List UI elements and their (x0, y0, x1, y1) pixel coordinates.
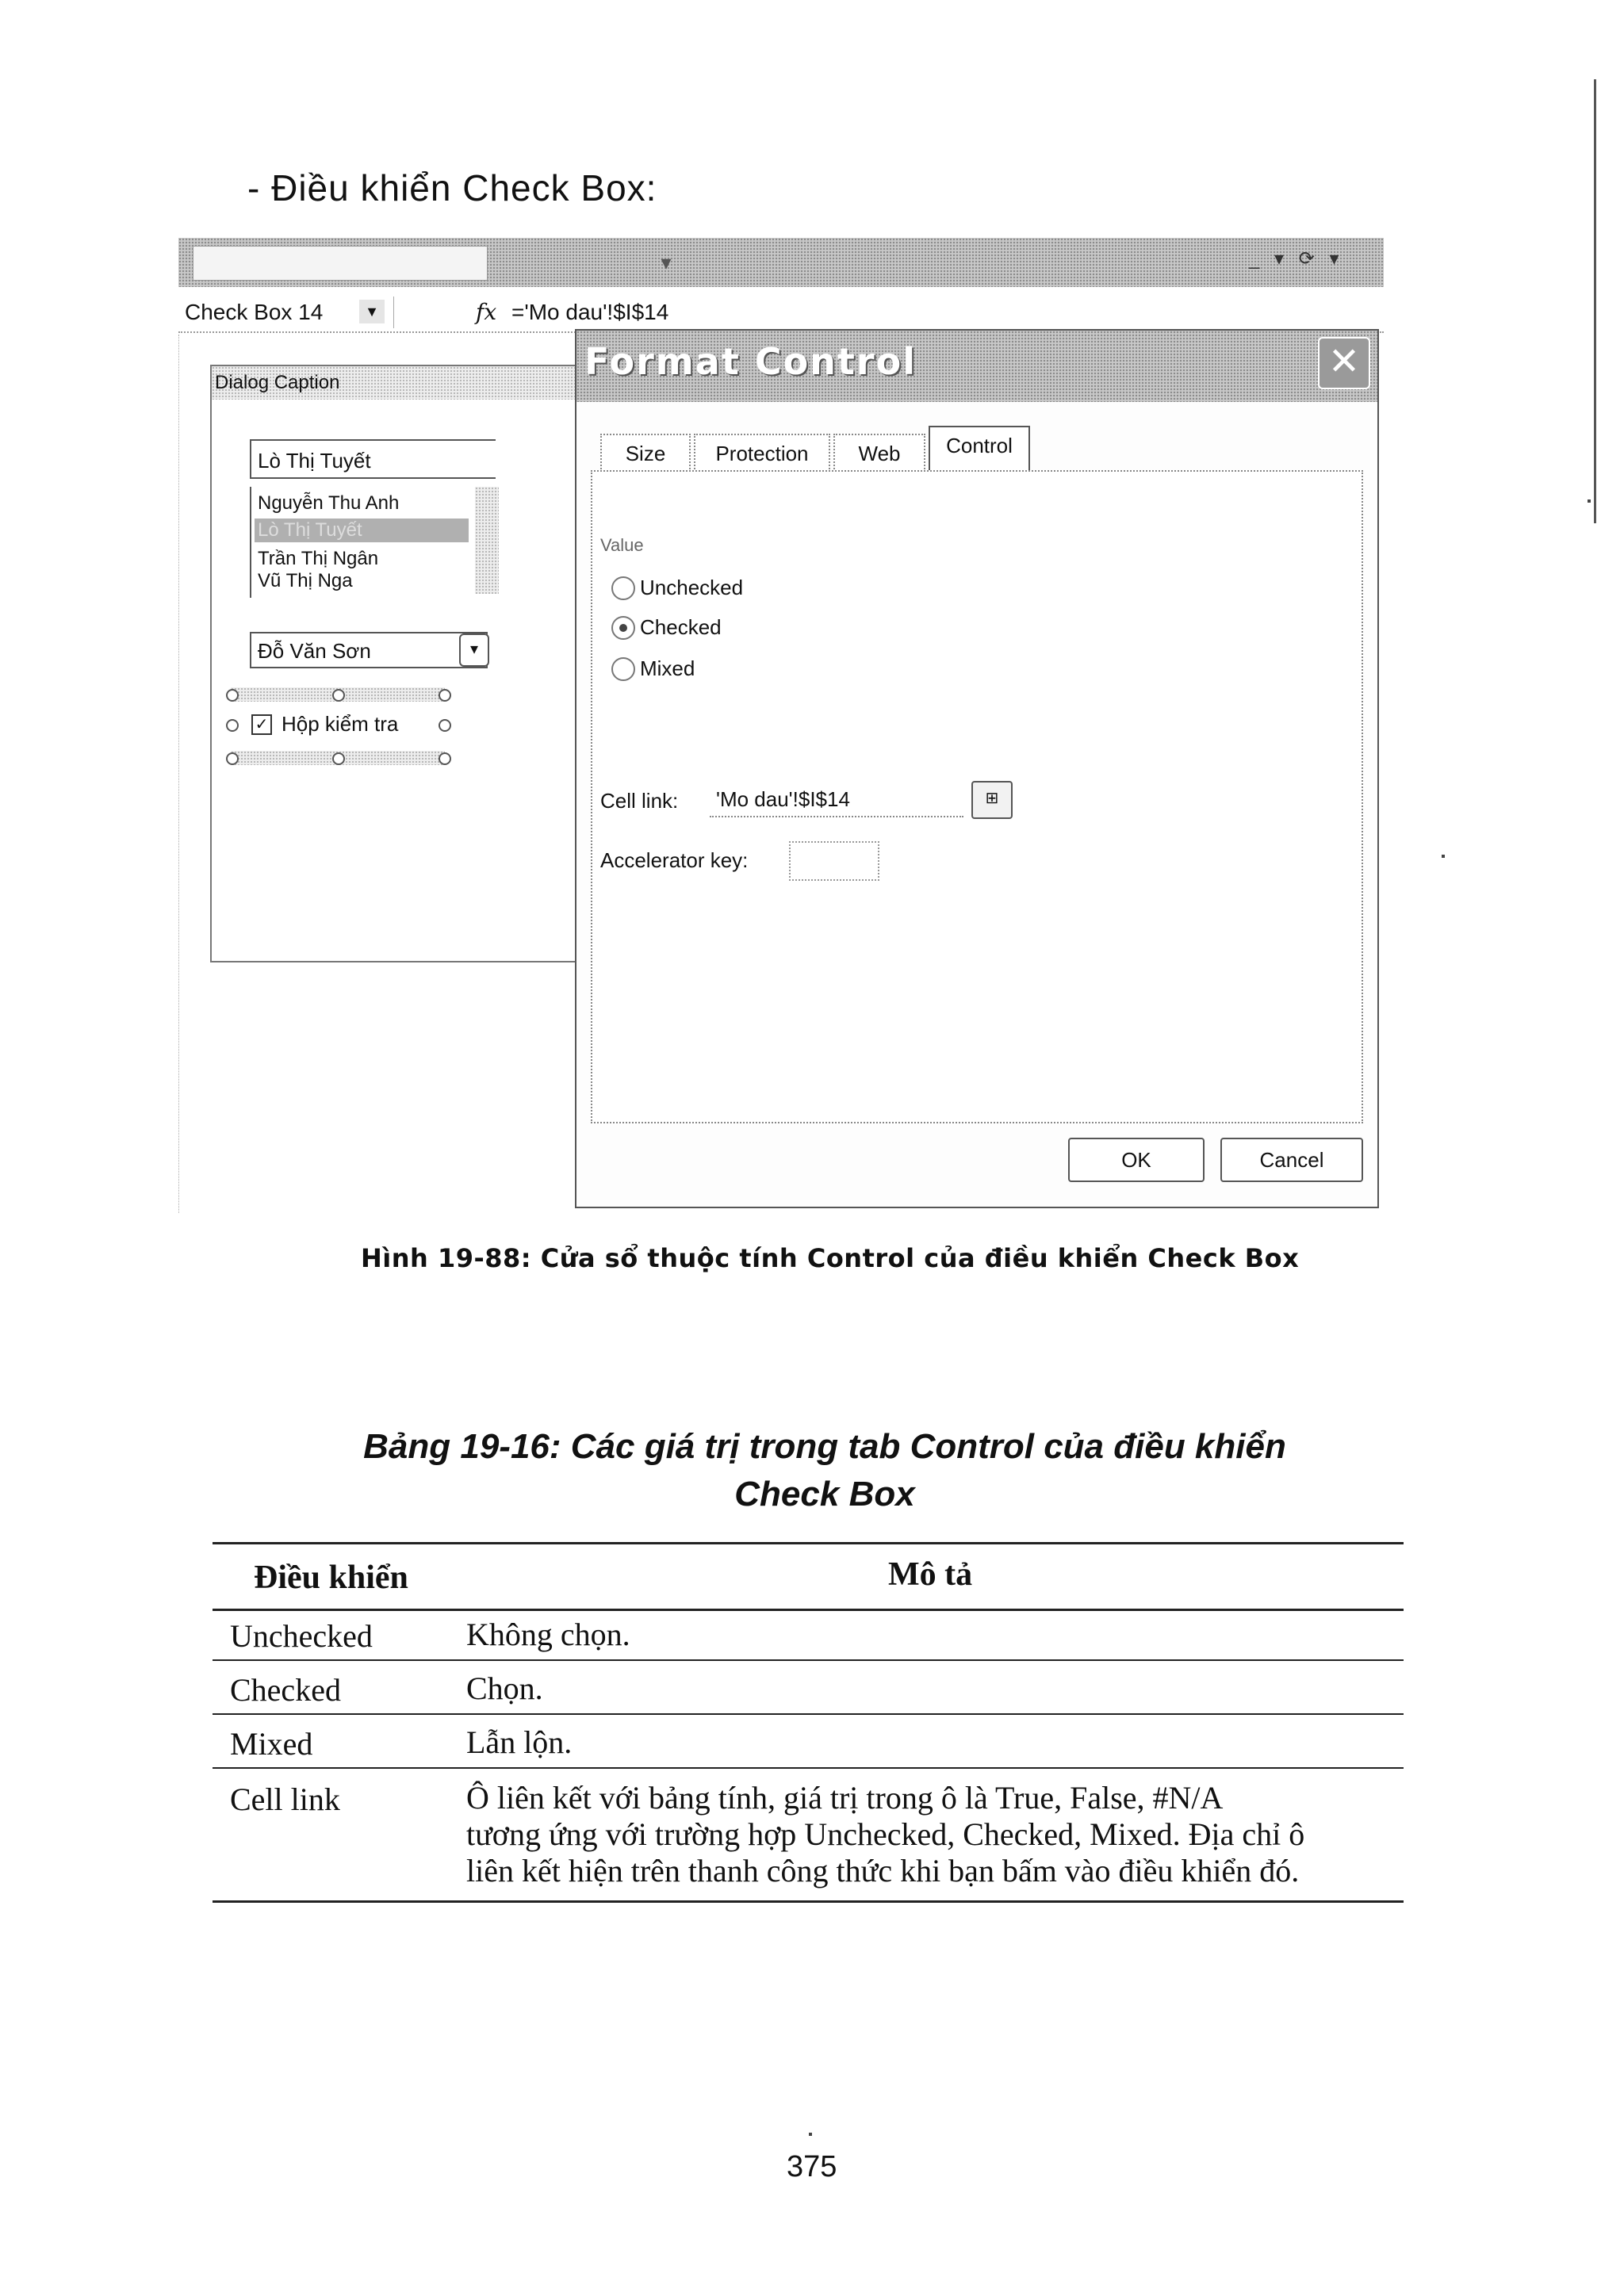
table-cell-control: Checked (230, 1672, 341, 1708)
resize-handle-icon[interactable] (332, 752, 345, 765)
value-group-label: Value (600, 535, 644, 555)
table-rule (213, 1900, 1404, 1903)
resize-handle-icon[interactable] (226, 752, 239, 765)
resize-handle-icon[interactable] (332, 689, 345, 702)
listbox-control[interactable] (250, 487, 499, 598)
table-title (238, 1423, 1411, 1518)
chevron-down-icon[interactable]: ▾ (661, 251, 672, 274)
table-title-line: Check Box (734, 1475, 915, 1513)
formula-bar (178, 293, 1384, 333)
accelerator-key-input[interactable] (789, 841, 879, 881)
function-icon[interactable]: fx (476, 299, 497, 325)
table-cell-desc: Ô liên kết với bảng tính, giá trị trong ô là True, False, #N/A (466, 1780, 1224, 1816)
tab-control[interactable]: Control (929, 426, 1030, 472)
list-scrollbar[interactable] (475, 487, 499, 594)
close-icon[interactable]: ✕ (1318, 337, 1370, 389)
chevron-down-icon[interactable]: ▾ (459, 633, 489, 667)
radio-selected-icon[interactable] (611, 616, 635, 640)
figure-screenshot (178, 238, 1384, 1213)
table-rule (213, 1713, 1404, 1715)
radio-label: Checked (640, 615, 722, 639)
table-cell-desc: tương ứng với trường hợp Unchecked, Checked, Mixed. Địa chỉ ô (466, 1816, 1305, 1852)
table-cell-desc: liên kết hiện trên thanh công thức khi bạn bấm vào điều khiển đó. (466, 1853, 1300, 1888)
cell-link-input[interactable]: 'Mo dau'!$I$14 (710, 781, 963, 817)
table-cell-desc: Không chọn. (466, 1617, 630, 1652)
table-header: Điều khiển (254, 1559, 408, 1596)
form-caption: Dialog Caption (212, 366, 624, 400)
table-cell-control: Mixed (230, 1726, 313, 1762)
radio-icon[interactable] (611, 657, 635, 681)
cell-link-label: Cell link: (600, 789, 679, 813)
excel-toolbar (178, 238, 1384, 287)
list-item[interactable]: Vũ Thị Nga (258, 570, 353, 591)
page-number: 375 (787, 2150, 837, 2183)
table-rule (213, 1659, 1404, 1661)
table-cell-control: Cell link (230, 1781, 340, 1817)
radio-label: Unchecked (640, 576, 744, 599)
format-control-dialog (575, 329, 1379, 1208)
dialog-titlebar (576, 331, 1377, 402)
toolbar-options-icon[interactable]: _ ▾ ⟳ ▾ (1249, 248, 1344, 270)
formula-input[interactable]: ='Mo dau'!$I$14 (511, 300, 669, 324)
tab-protection[interactable]: Protection (694, 434, 830, 472)
radio-icon[interactable] (611, 576, 635, 600)
resize-handle-icon[interactable] (439, 752, 451, 765)
scan-speck (1588, 499, 1591, 503)
ok-button[interactable]: OK (1068, 1138, 1205, 1182)
checkbox-control-selection[interactable] (231, 687, 445, 765)
list-item[interactable]: Trần Thị Ngân (258, 548, 379, 569)
table-header: Mô tả (888, 1556, 973, 1593)
list-item[interactable]: Nguyễn Thu Anh (258, 492, 400, 514)
toolbar-font-combo[interactable] (193, 246, 488, 281)
table-title-line: Bảng 19-16: Các giá trị trong tab Control của điều khiển (363, 1427, 1286, 1466)
combobox-control[interactable]: Đỗ Văn Sơn (250, 632, 488, 668)
section-heading: - Điều khiển Check Box: (247, 167, 657, 209)
table-rule (213, 1609, 1404, 1611)
name-box[interactable]: Check Box 14 (180, 297, 394, 328)
dialog-title: Format Control (584, 340, 917, 383)
list-item-selected[interactable]: Lò Thị Tuyết (258, 519, 362, 541)
accelerator-key-label: Accelerator key: (600, 848, 749, 872)
checkbox-checked-icon[interactable]: ✓ (251, 714, 272, 735)
resize-handle-icon[interactable] (226, 719, 239, 732)
tab-strip (591, 426, 1368, 473)
figure-caption: Hình 19-88: Cửa sổ thuộc tính Control của điều khiển Check Box (361, 1243, 1300, 1273)
checkbox-label: Hộp kiểm tra (282, 712, 399, 736)
tab-web[interactable]: Web (833, 434, 925, 472)
chevron-down-icon[interactable]: ▼ (359, 300, 385, 323)
control-tab-panel (591, 470, 1363, 1123)
tab-size[interactable]: Size (600, 434, 691, 472)
resize-handle-icon[interactable] (226, 689, 239, 702)
resize-handle-icon[interactable] (439, 719, 451, 732)
user-form (210, 365, 626, 962)
scan-speck (809, 2133, 812, 2136)
resize-handle-icon[interactable] (439, 689, 451, 702)
table-rule (213, 1542, 1404, 1544)
table-rule (213, 1767, 1404, 1769)
scan-speck (1442, 855, 1445, 858)
table-cell-desc: Chọn. (466, 1670, 543, 1706)
textbox-control[interactable]: Lò Thị Tuyết (250, 439, 496, 479)
cancel-button[interactable]: Cancel (1220, 1138, 1363, 1182)
table-cell-desc: Lẫn lộn. (466, 1724, 573, 1760)
radio-label: Mixed (640, 656, 695, 680)
range-picker-icon[interactable]: ⊞ (971, 781, 1013, 819)
table-cell-control: Unchecked (230, 1618, 373, 1654)
scan-edge-mark (1594, 79, 1596, 523)
